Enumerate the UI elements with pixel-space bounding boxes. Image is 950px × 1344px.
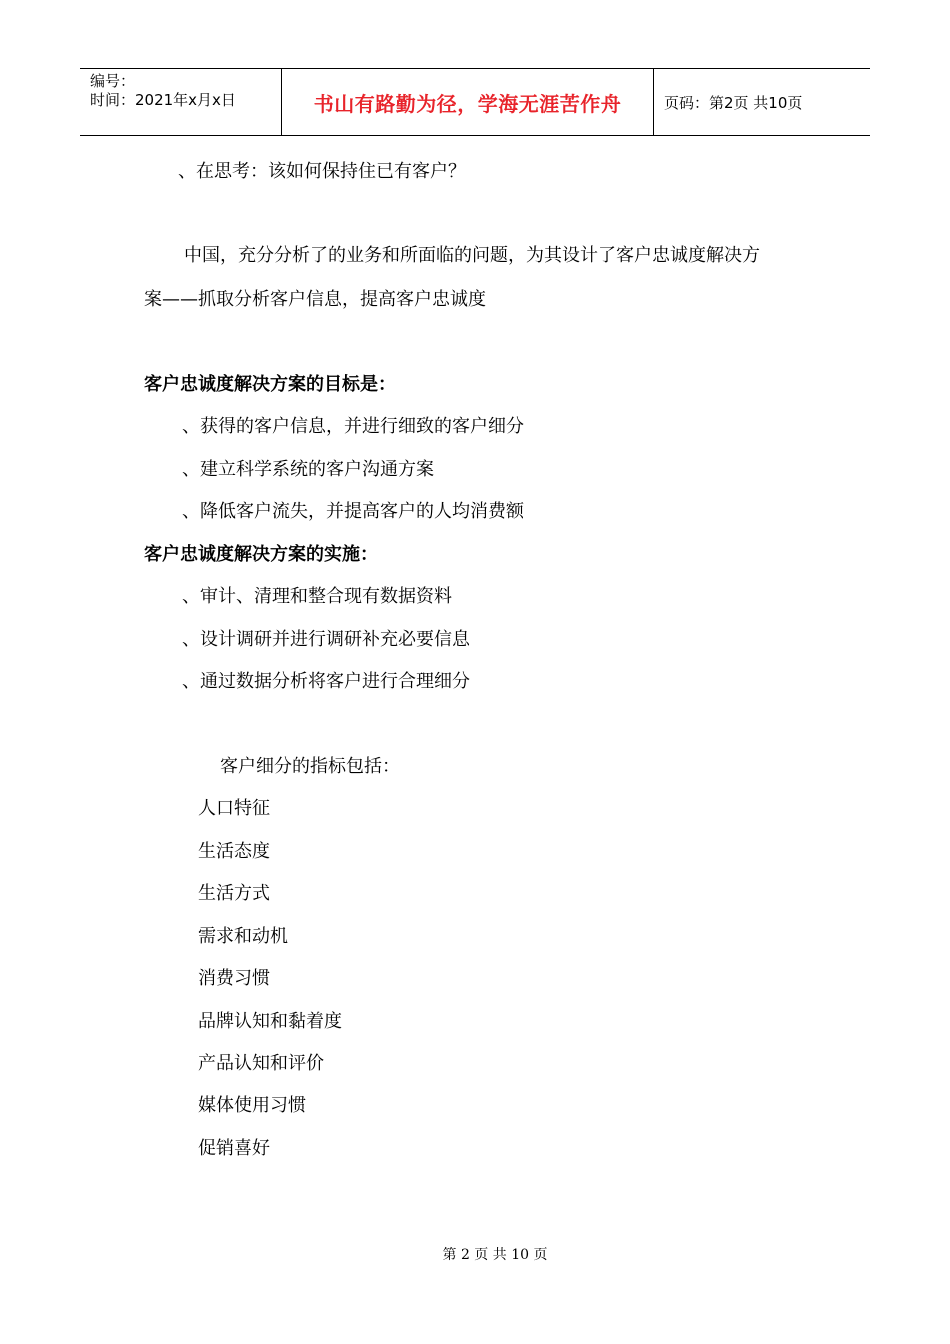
implementation-heading: 客户忠诚度解决方案的实施： [144, 544, 378, 565]
goal-item: 、建立科学系统的客户沟通方案 [182, 459, 434, 480]
indicator-item: 生活态度 [198, 841, 270, 862]
header-page-info: 页码：第2页 共10页 [664, 94, 803, 112]
indicator-item: 产品认知和评价 [198, 1053, 324, 1074]
intro-line: 、在思考：该如何保持住已有客户？ [178, 161, 466, 182]
implementation-item: 、设计调研并进行调研补充必要信息 [182, 629, 470, 650]
motto: 书山有路勤为径，学海无涯苦作舟 [313, 92, 622, 116]
goal-item: 、获得的客户信息，并进行细致的客户细分 [182, 416, 524, 437]
header-left-cell [80, 69, 281, 135]
goals-heading: 客户忠诚度解决方案的目标是： [144, 374, 396, 395]
time-label: 时间：2021年x月x日 [90, 91, 236, 109]
indicators-heading: 客户细分的指标包括： [220, 756, 400, 777]
goal-item: 、降低客户流失，并提高客户的人均消费额 [182, 501, 524, 522]
page-footer: 第 2 页 共 10 页 [442, 1247, 548, 1263]
indicator-item: 促销喜好 [198, 1138, 270, 1159]
indicator-item: 媒体使用习惯 [198, 1095, 306, 1116]
header-middle-cell [281, 69, 654, 135]
indicator-item: 人口特征 [198, 798, 270, 819]
indicator-item: 消费习惯 [198, 968, 270, 989]
indicator-item: 需求和动机 [198, 926, 288, 947]
paragraph-line-2: 案——抓取分析客户信息，提高客户忠诚度 [144, 289, 486, 310]
number-label: 编号： [90, 72, 136, 90]
indicator-item: 品牌认知和黏着度 [198, 1011, 342, 1032]
paragraph-line-1: 中国，充分分析了的业务和所面临的问题，为其设计了客户忠诚度解决方 [184, 245, 760, 266]
implementation-item: 、通过数据分析将客户进行合理细分 [182, 671, 470, 692]
header-table [80, 68, 870, 136]
header-right-cell [654, 69, 870, 135]
implementation-item: 、审计、清理和整合现有数据资料 [182, 586, 452, 607]
indicator-item: 生活方式 [198, 883, 270, 904]
